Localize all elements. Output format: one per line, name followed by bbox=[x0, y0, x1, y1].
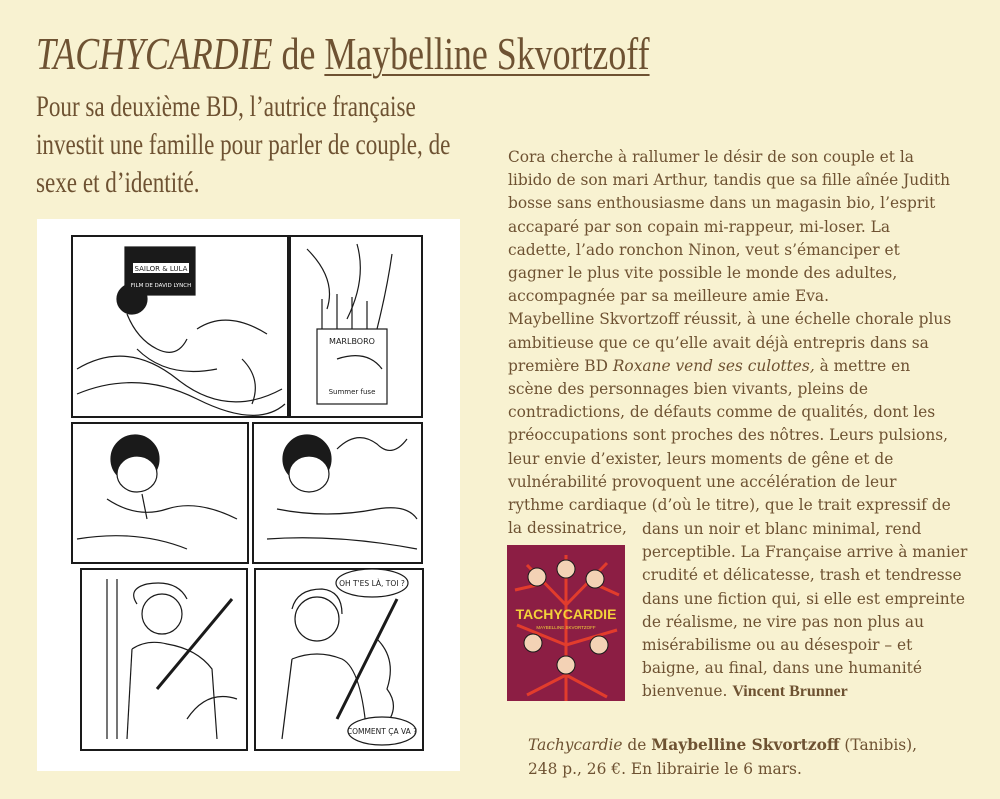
article-body-continued bbox=[642, 518, 972, 704]
author-link[interactable]: Maybelline Skvortzoff bbox=[324, 28, 650, 79]
speech-bubble-2: COMMENT ÇA VA ? bbox=[346, 727, 418, 736]
caption-connector: de bbox=[622, 736, 652, 754]
cigarette-label: Summer fuse bbox=[328, 388, 376, 396]
deck: Pour sa deuxième BD, l’autrice française investit une famille pour parler de couple, de sexe et d’identité. bbox=[36, 90, 451, 199]
book-title: TACHYCARDIE bbox=[36, 28, 273, 79]
comic-drawing bbox=[37, 219, 460, 771]
paragraph-2 bbox=[508, 308, 954, 540]
book-info-caption bbox=[528, 734, 968, 781]
paragraph-1: Cora cherche à rallumer le désir de son couple et la libido de son mari Arthur, tandis que sa fille aînée Judith bosse sans enthousiasme dans un magasin bio, l’esprit accaparé par son copain mi-rappeur, mi-loser. La cadette, l’ado ronchon Ninon, veut s’émanciper et gagner le plus vite possible le monde des adultes, accompagnée par sa meilleure amie Eva. bbox=[508, 148, 951, 306]
paragraph-2-text: Maybelline Skvortzoff réussit, à une échelle chorale plus ambitieuse que ce qu’elle avait déjà entrepris dans sa première BD bbox=[508, 310, 952, 375]
signature: Vincent Brunner bbox=[732, 683, 848, 701]
paragraph-2-text-continued: à mettre en scène des personnages bien vivants, pleins de contradictions, de défauts comme de qualités, dont les préoccupations sont proches des nôtres. Leurs pulsions, leur envie d’exister, leurs moments de gêne et de vulnérabilité provoquent une accélération de leur rythme cardiaque (d’où le titre), que le trait expressif de la dessinatrice, bbox=[508, 356, 951, 538]
speech-bubble-1: OH T'ES LÀ, TOI ? bbox=[339, 579, 405, 588]
caption-author: Maybelline Skvortzoff bbox=[651, 736, 840, 754]
cigarette-brand: MARLBORO bbox=[329, 337, 375, 346]
poster-credit: FILM DE DAVID LYNCH bbox=[130, 283, 192, 289]
paragraph-2-wrap-text: dans un noir et blanc minimal, rend perceptible. La Française arrive à manier crudité et délicatesse, trash et tendresse dans une fiction qui, si elle est empreinte de réalisme, ne vire pas non plus au misérabilisme ou au désespoir – et baigne, au final, dans une humanité bienvenue. bbox=[642, 520, 968, 701]
cover-title: TACHYCARDIE bbox=[515, 606, 617, 622]
referenced-book-title: Roxane vend ses culottes, bbox=[612, 356, 815, 375]
cover-author: MAYBELLINE SKVORTZOFF bbox=[536, 625, 596, 630]
article-body bbox=[508, 146, 954, 540]
book-cover bbox=[507, 545, 625, 701]
caption-publisher: (Tanibis), bbox=[839, 736, 918, 754]
caption-title: Tachycardie bbox=[528, 736, 623, 754]
caption-details: 248 p., 26 €. En librairie le 6 mars. bbox=[528, 759, 802, 778]
poster-title: SAILOR & LULA bbox=[134, 265, 188, 273]
book-cover-illustration bbox=[507, 545, 625, 701]
title-connector: de bbox=[272, 28, 325, 79]
comic-page-image bbox=[37, 219, 460, 771]
headline bbox=[36, 26, 650, 82]
